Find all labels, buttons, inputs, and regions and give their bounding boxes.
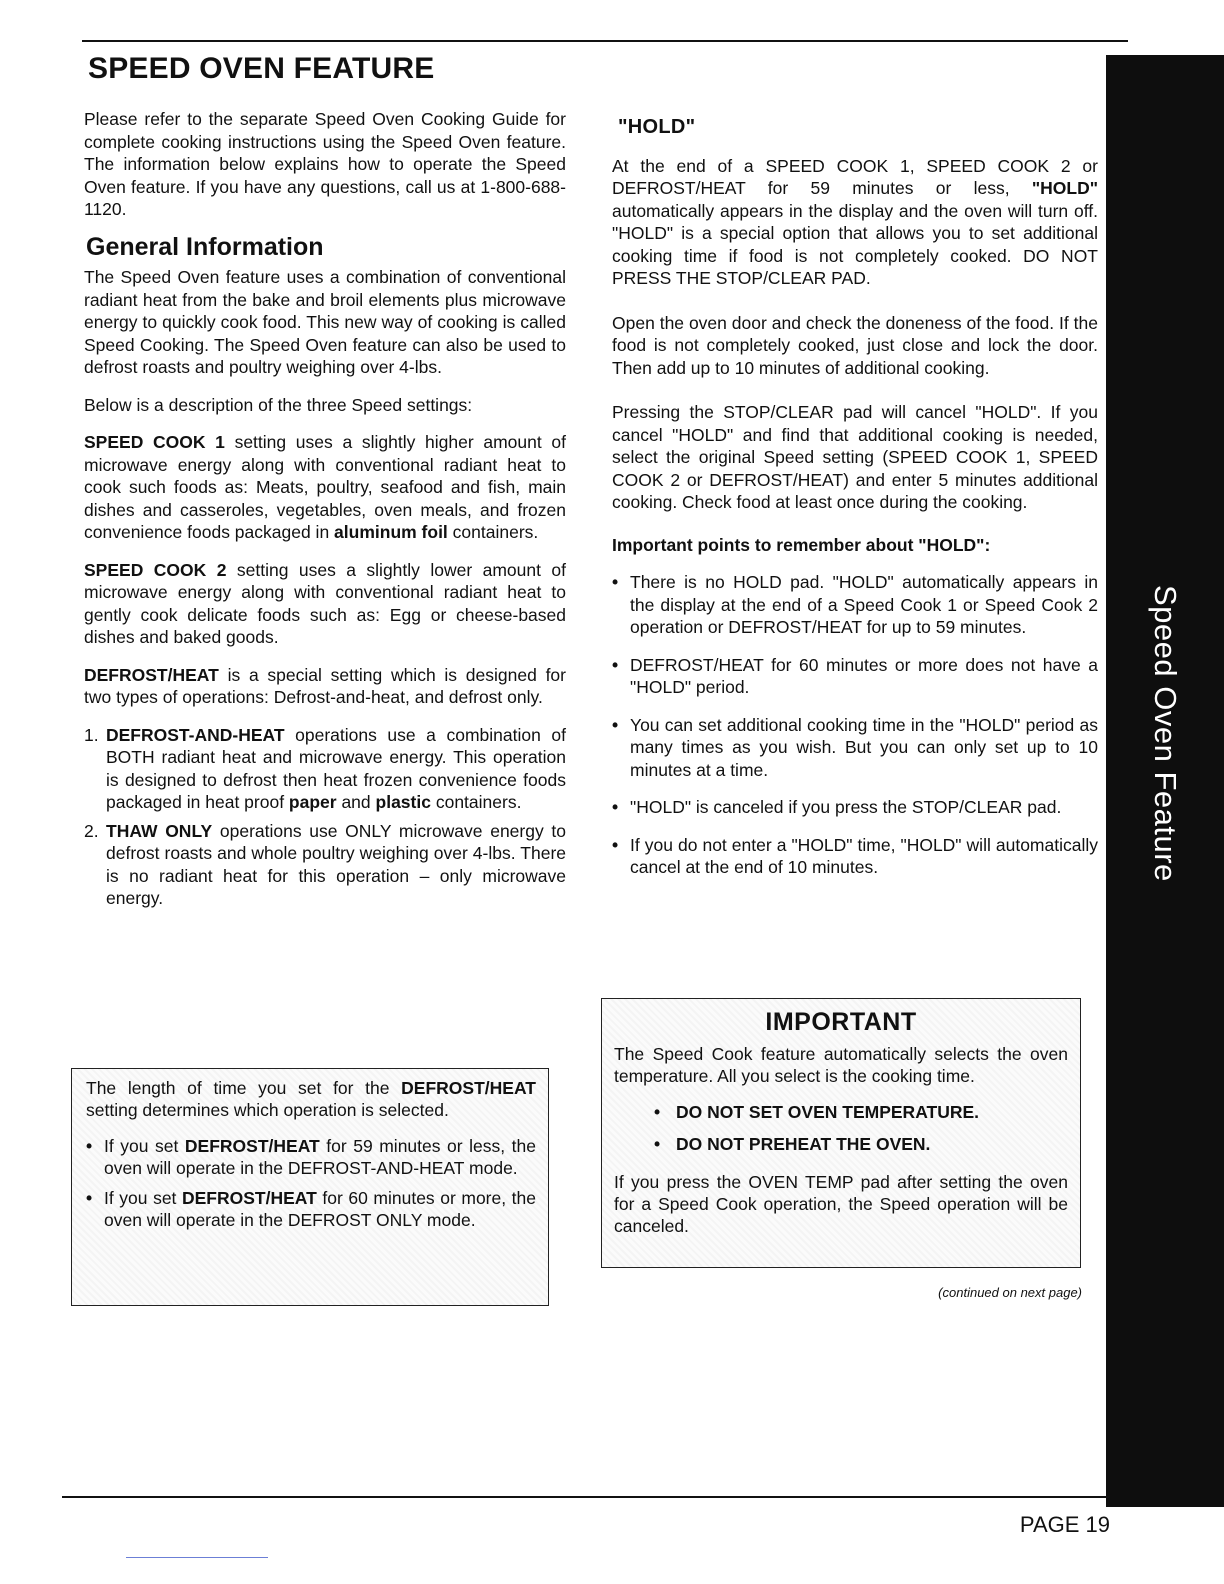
list-item: [612, 571, 1098, 639]
defrost-heat-paragraph: [84, 664, 566, 709]
right-column: [612, 108, 1098, 894]
hold-p1-bold: "HOLD": [1031, 178, 1098, 198]
b2-bold: DEFROST/HEAT: [181, 1188, 317, 1208]
list-item: [612, 834, 1098, 879]
general-info-heading: General Information: [86, 232, 324, 261]
side-tab-label-wrap: [1106, 55, 1224, 1507]
point-text: DEFROST/HEAT for 60 minutes or more does not have a "HOLD" period.: [630, 654, 1098, 697]
speed-cook-1-text-a: setting uses a slightly higher amount of microwave energy along with conventional radiant heat to cook such foods as: Meats, poultry, seafood and fish, main dishes and casseroles, vegetables, oven meals, and frozen convenience foods packaged in: [84, 432, 566, 542]
list-item: [612, 654, 1098, 699]
box-bullets: [86, 1135, 536, 1231]
speed-cook-2-text: setting uses a slightly lower amount of microwave energy along with conventional radiant heat to gently cook delicate foods such as: Egg or cheese-based dishes and baked goods.: [84, 559, 566, 647]
list-text-mid: and: [336, 792, 376, 812]
defrost-heat-note-box: [71, 1068, 549, 1306]
left-column: [84, 108, 566, 925]
bullet-icon: •: [654, 1134, 661, 1154]
point-text: There is no HOLD pad. "HOLD" automatically appears in the display at the end of a Speed Cook 1 or Speed Cook 2 operation or DEFROST/HEAT for up to 59 minutes.: [630, 572, 1098, 637]
hold-points-list: [612, 571, 1098, 879]
list-text-b: containers.: [430, 792, 522, 812]
list-item: [84, 724, 566, 814]
list-item: [612, 714, 1098, 782]
important-bullet: [654, 1133, 1068, 1155]
bullet-text: [104, 1187, 536, 1231]
box-intro: [86, 1077, 536, 1121]
b2-b: for 60 minutes or more, the oven will operate in the DEFROST ONLY mode.: [104, 1188, 536, 1230]
list-item: [86, 1187, 536, 1231]
point-text: You can set additional cooking time in the "HOLD" period as many times as you wish. But you can only set up to 10 minutes at a time.: [630, 714, 1098, 780]
b1-b: for 59 minutes or less, the oven will operate in the DEFROST-AND-HEAT mode.: [104, 1136, 536, 1178]
bullet-icon: •: [612, 834, 619, 855]
point-text: "HOLD" is canceled if you press the STOP/CLEAR pad.: [630, 797, 1062, 817]
general-paragraph-1: The Speed Oven feature uses a combination of conventional radiant heat from the bake and broil elements plus microwave energy to quickly cook food. This new way of cooking is called Speed Cooking. The Speed Oven feature can also be used to defrost roasts and poultry weighing over 4-lbs.: [84, 267, 566, 377]
list-text-body: operations use ONLY microwave energy to defrost roasts and whole poultry weighing over 4-lbs. There is no radiant heat for this operation – only microwave energy.: [106, 820, 566, 908]
hold-paragraph-3: Pressing the STOP/CLEAR pad will cancel "HOLD". If you cancel "HOLD" and find that additional cooking is needed, select the original Speed setting (SPEED COOK 1, SPEED COOK 2 or DEFROST/HEAT) and enter 5 minutes additional cooking. Check food at least once during the cooking.: [612, 402, 1098, 512]
hold-paragraph-2: Open the oven door and check the doneness of the food. If the food is not completely cooked, just close and lock the door. Then add up to 10 minutes of additional cooking.: [612, 312, 1098, 378]
aluminum-foil-label: aluminum foil: [334, 522, 448, 542]
list-text: [106, 724, 566, 814]
important-bullet-text: DO NOT SET OVEN TEMPERATURE.: [676, 1102, 980, 1122]
box-intro-bold: DEFROST/HEAT: [401, 1078, 536, 1098]
list-item: [84, 820, 566, 910]
hold-paragraph-1: [612, 155, 1098, 290]
bullet-icon: •: [86, 1136, 93, 1156]
speed-cook-1-label: SPEED COOK 1: [84, 432, 225, 452]
bullet-text: [104, 1135, 536, 1179]
box-intro-a: The length of time you set for the: [86, 1078, 402, 1098]
speed-cook-1-text-b: containers.: [447, 522, 539, 542]
speed-cook-2-label: SPEED COOK 2: [84, 559, 227, 580]
list-label: DEFROST-AND-HEAT: [106, 724, 285, 745]
hold-p1-b: automatically appears in the display and the oven will turn off. "HOLD" is a special option that allows you to set additional cooking time if food is not completely cooked. DO NOT PRESS THE STOP/CLEAR PAD.: [612, 200, 1098, 288]
speed-cook-2-paragraph: [84, 559, 566, 649]
defrost-heat-label: DEFROST/HEAT: [84, 664, 219, 685]
faint-rule: [126, 1557, 268, 1558]
b1-bold: DEFROST/HEAT: [184, 1136, 320, 1156]
bullet-icon: •: [654, 1102, 661, 1122]
list-number: 2.: [84, 820, 99, 841]
important-box: [601, 998, 1081, 1268]
bottom-rule: [62, 1496, 1110, 1498]
intro-paragraph: Please refer to the separate Speed Oven Cooking Guide for complete cooking instructions using the Speed Oven feature. The information below explains how to operate the Speed Oven feature. If you have any questions, call us at 1-800-688-1120.: [84, 109, 566, 219]
bullet-icon: •: [612, 572, 619, 592]
list-item: [86, 1135, 536, 1179]
plastic-label: plastic: [375, 792, 431, 812]
side-tab-label: Speed Oven Feature: [1148, 585, 1183, 882]
point-text: If you do not enter a "HOLD" time, "HOLD" will automatically cancel at the end of 10 minutes.: [630, 834, 1098, 877]
hold-heading: "HOLD": [618, 116, 696, 138]
points-heading: Important points to remember about "HOLD":: [612, 534, 991, 555]
important-bullet: [654, 1101, 1068, 1123]
important-bullet-text: DO NOT PREHEAT THE OVEN.: [676, 1134, 931, 1154]
general-paragraph-2: Below is a description of the three Speed settings:: [84, 394, 473, 415]
list-text-a: operations use a combination of BOTH radiant heat and microwave energy. This operation is designed to defrost then heat frozen convenience foods packaged in heat proof: [106, 724, 566, 812]
defrost-heat-text: is a special setting which is designed for two types of operations: Defrost-and-heat, and defrost only.: [84, 664, 566, 707]
important-paragraph-2: If you press the OVEN TEMP pad after setting the oven for a Speed Cook operation, the Speed operation will be canceled.: [614, 1172, 1068, 1236]
b1-a: If you set: [104, 1136, 185, 1156]
bullet-icon: •: [612, 654, 619, 675]
top-rule: [82, 40, 1128, 42]
bullet-icon: •: [612, 797, 619, 817]
paper-label: paper: [288, 792, 337, 812]
b2-a: If you set: [104, 1188, 182, 1208]
list-item: [612, 796, 1098, 819]
list-number: 1.: [84, 724, 99, 745]
box-intro-b: setting determines which operation is selected.: [86, 1100, 449, 1120]
list-text: [106, 820, 566, 910]
bullet-icon: •: [612, 714, 619, 735]
continued-note: (continued on next page): [938, 1285, 1082, 1300]
operations-list: [84, 724, 566, 910]
list-label: THAW ONLY: [106, 820, 213, 841]
page-title: SPEED OVEN FEATURE: [88, 52, 435, 85]
hold-p1-a: At the end of a SPEED COOK 1, SPEED COOK 2 or DEFROST/HEAT for 59 minutes or less,: [612, 155, 1098, 198]
important-paragraph-1: The Speed Cook feature automatically selects the oven temperature. All you select is the cooking time.: [614, 1044, 1068, 1086]
page-number: PAGE 19: [1019, 1512, 1110, 1537]
bullet-icon: •: [86, 1188, 93, 1208]
speed-cook-1-paragraph: [84, 431, 566, 544]
important-title: IMPORTANT: [765, 1008, 917, 1036]
